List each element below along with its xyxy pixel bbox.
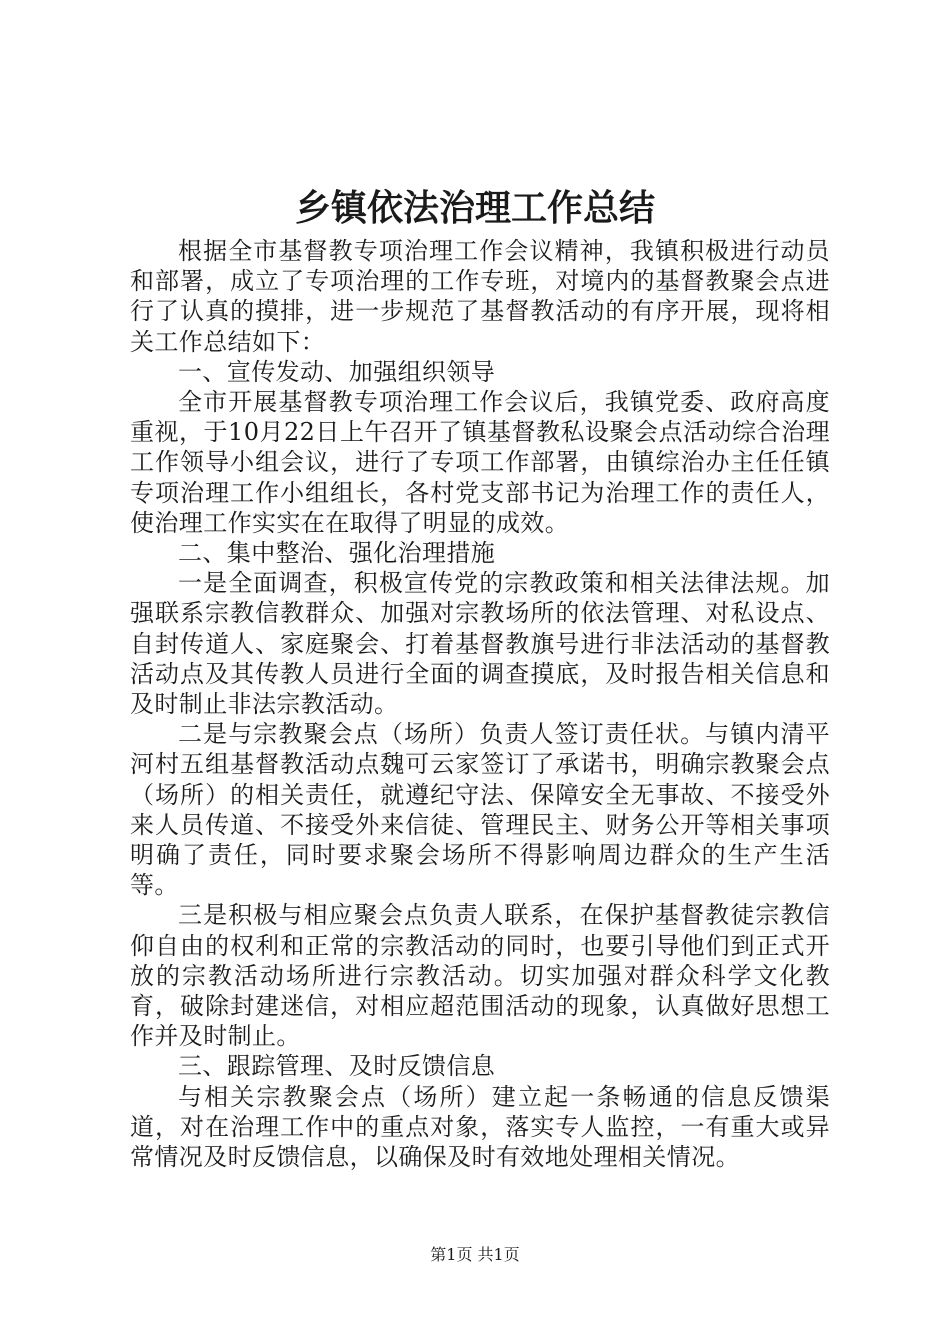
paragraph-measure-1: 一是全面调查，积极宣传党的宗教政策和相关法律法规。加强联系宗教信教群众、加强对宗教场所的依法管理、对私设点、自封传道人、家庭聚会、打着基督教旗号进行非法活动的基督教活动点及其传教人员进行全面的调查摸底，及时报告相关信息和及时制止非法宗教活动。 [130, 569, 830, 719]
paragraph-section-1: 全市开展基督教专项治理工作会议后，我镇党委、政府高度重视，于10月22日上午召开了镇基督教私设聚会点活动综合治理工作领导小组会议，进行了专项工作部署，由镇综治办主任任镇专项治理工作小组组长，各村党支部书记为治理工作的责任人，使治理工作实实在在取得了明显的成效。 [130, 388, 830, 537]
paragraph-measure-3: 三是积极与相应聚会点负责人联系，在保护基督教徒宗教信仰自由的权利和正常的宗教活动的同时，也要引导他们到正式开放的宗教活动场所进行宗教活动。切实加强对群众科学文化教育，破除封建迷信，对相应超范围活动的现象，认真做好思想工作并及时制止。 [130, 901, 830, 1051]
document-body [130, 236, 830, 1172]
section-heading-2: 二、集中整治、强化治理措施 [178, 539, 496, 568]
paragraph-intro: 根据全市基督教专项治理工作会议精神，我镇积极进行动员和部署，成立了专项治理的工作专班，对境内的基督教聚会点进行了认真的摸排，进一步规范了基督教活动的有序开展，现将相关工作总结如下： [130, 237, 830, 356]
section-heading-3: 三、跟踪管理、及时反馈信息 [178, 1052, 496, 1081]
page-footer: 第1页 共1页 [430, 1245, 520, 1264]
paragraph-measure-2: 二是与宗教聚会点（场所）负责人签订责任状。与镇内清平河村五组基督教活动点魏可云家签订了承诺书，明确宗教聚会点（场所）的相关责任，就遵纪守法、保障安全无事故、不接受外来人员传道、不接受外来信徒、管理民主、财务公开等相关事项明确了责任，同时要求聚会场所不得影响周边群众的生产生活等。 [130, 720, 830, 900]
section-heading-1: 一、宣传发动、加强组织领导 [178, 357, 496, 386]
document-title: 乡镇依法治理工作总结 [294, 187, 655, 229]
paragraph-section-3: 与相关宗教聚会点（场所）建立起一条畅通的信息反馈渠道，对在治理工作中的重点对象，落实专人监控，一有重大或异常情况及时反馈信息，以确保及时有效地处理相关情况。 [130, 1082, 830, 1172]
